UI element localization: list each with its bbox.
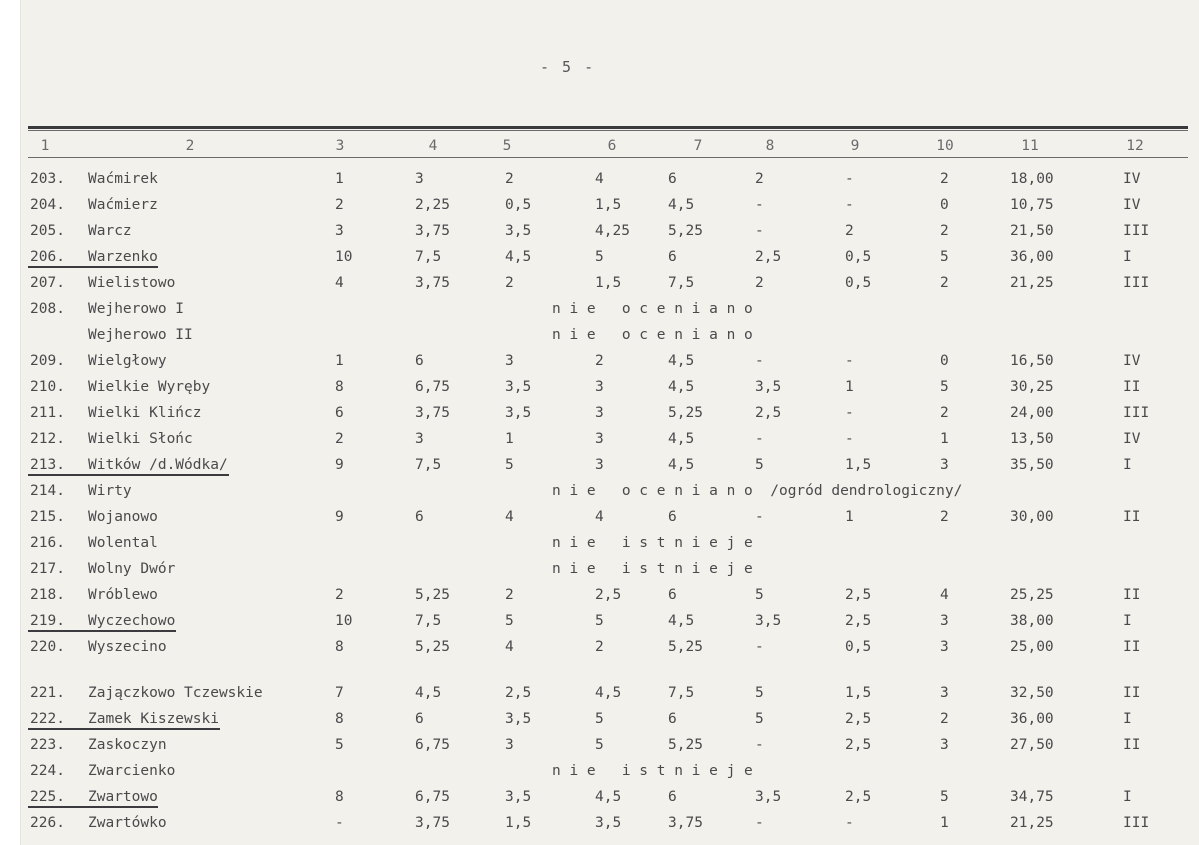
cell-col-4: 5,25: [415, 639, 450, 655]
estate-name: Waćmierz: [88, 197, 158, 213]
cell-col-6: 3,5: [595, 815, 622, 831]
cell-col-10: 1: [940, 815, 949, 831]
estate-name: Wejherowo I: [88, 301, 185, 317]
cell-col-11: 18,00: [1010, 171, 1054, 187]
cell-col-5: 2: [505, 587, 514, 603]
cell-col-4: 3: [415, 171, 424, 187]
row-number: 226.: [30, 815, 65, 831]
estate-name: Wielkie Wyręby: [88, 379, 211, 395]
header-rule-bottom: [28, 157, 1188, 158]
cell-col-12: IV: [1123, 431, 1141, 447]
cell-col-3: 10: [335, 613, 353, 629]
cell-col-7: 4,5: [668, 613, 695, 629]
cell-col-10: 0: [940, 353, 949, 369]
cell-col-6: 5: [595, 737, 604, 753]
cell-col-3: 1: [335, 353, 344, 369]
cell-col-11: 21,50: [1010, 223, 1054, 239]
cell-col-8: 2: [755, 275, 764, 291]
cell-col-8: 2,5: [755, 249, 782, 265]
cell-col-7: 7,5: [668, 685, 695, 701]
cell-col-7: 6: [668, 249, 677, 265]
row-number: 207.: [30, 275, 65, 291]
estate-name: Zamek Kiszewski: [88, 711, 219, 727]
cell-col-4: 6: [415, 353, 424, 369]
cell-col-7: 4,5: [668, 353, 695, 369]
cell-col-3: 9: [335, 457, 344, 473]
cell-col-4: 3: [415, 431, 424, 447]
cell-col-9: 0,5: [845, 249, 872, 265]
column-header-2: 2: [185, 138, 195, 154]
cell-col-12: II: [1123, 587, 1141, 603]
cell-col-6: 2,5: [595, 587, 622, 603]
cell-col-5: 4,5: [505, 249, 532, 265]
cell-col-3: 2: [335, 431, 344, 447]
estate-name: Zwartowo: [88, 789, 158, 805]
cell-col-10: 2: [940, 711, 949, 727]
cell-col-3: 10: [335, 249, 353, 265]
cell-col-3: 8: [335, 639, 344, 655]
highlight-underline: [28, 806, 158, 808]
cell-col-5: 4: [505, 509, 514, 525]
estate-name: Wojanowo: [88, 509, 158, 525]
cell-col-8: 5: [755, 587, 764, 603]
cell-col-12: II: [1123, 639, 1141, 655]
cell-col-8: 3,5: [755, 379, 782, 395]
cell-col-10: 5: [940, 789, 949, 805]
row-number: 216.: [30, 535, 65, 551]
cell-col-10: 3: [940, 737, 949, 753]
cell-col-6: 1,5: [595, 275, 622, 291]
cell-col-7: 6: [668, 711, 677, 727]
cell-col-5: 1: [505, 431, 514, 447]
cell-col-5: 5: [505, 613, 514, 629]
cell-col-11: 32,50: [1010, 685, 1054, 701]
cell-col-6: 3: [595, 379, 604, 395]
cell-col-12: III: [1123, 275, 1150, 291]
row-number: 224.: [30, 763, 65, 779]
cell-col-5: 0,5: [505, 197, 532, 213]
row-number: 218.: [30, 587, 65, 603]
row-number: 215.: [30, 509, 65, 525]
cell-col-11: 30,25: [1010, 379, 1054, 395]
estate-name: Wróblewo: [88, 587, 158, 603]
cell-col-11: 30,00: [1010, 509, 1054, 525]
column-header-7: 7: [693, 138, 703, 154]
cell-col-10: 5: [940, 249, 949, 265]
cell-col-8: -: [755, 815, 764, 831]
row-number: 204.: [30, 197, 65, 213]
row-number: 205.: [30, 223, 65, 239]
cell-col-9: 2: [845, 223, 854, 239]
cell-col-8: 2: [755, 171, 764, 187]
cell-col-7: 5,25: [668, 639, 703, 655]
cell-col-6: 2: [595, 639, 604, 655]
cell-col-5: 2: [505, 275, 514, 291]
cell-col-4: 3,75: [415, 275, 450, 291]
row-number: 209.: [30, 353, 65, 369]
cell-col-9: 2,5: [845, 613, 872, 629]
cell-col-3: 3: [335, 223, 344, 239]
cell-col-10: 3: [940, 613, 949, 629]
cell-col-10: 2: [940, 171, 949, 187]
highlight-underline: [28, 728, 220, 730]
merged-note: n i e o c e n i a n o: [552, 301, 753, 317]
page-edge: [0, 0, 21, 845]
cell-col-4: 3,75: [415, 815, 450, 831]
cell-col-8: 3,5: [755, 613, 782, 629]
cell-col-4: 4,5: [415, 685, 442, 701]
cell-col-12: III: [1123, 405, 1150, 421]
row-number: 219.: [30, 613, 65, 629]
cell-col-5: 4: [505, 639, 514, 655]
cell-col-3: 6: [335, 405, 344, 421]
cell-col-5: 3,5: [505, 405, 532, 421]
column-header-11: 11: [1021, 138, 1039, 154]
merged-note: n i e o c e n i a n o: [552, 327, 753, 343]
estate-name: Wirty: [88, 483, 132, 499]
cell-col-10: 2: [940, 223, 949, 239]
cell-col-7: 5,25: [668, 223, 703, 239]
cell-col-12: II: [1123, 509, 1141, 525]
cell-col-12: I: [1123, 711, 1132, 727]
cell-col-7: 4,5: [668, 457, 695, 473]
cell-col-7: 6: [668, 789, 677, 805]
merged-note: n i e i s t n i e j e: [552, 763, 753, 779]
cell-col-7: 6: [668, 171, 677, 187]
cell-col-6: 5: [595, 613, 604, 629]
cell-col-12: II: [1123, 685, 1141, 701]
column-header-9: 9: [850, 138, 860, 154]
cell-col-6: 4,25: [595, 223, 630, 239]
cell-col-7: 4,5: [668, 431, 695, 447]
row-number: 203.: [30, 171, 65, 187]
cell-col-11: 10,75: [1010, 197, 1054, 213]
cell-col-8: 5: [755, 457, 764, 473]
cell-col-3: 9: [335, 509, 344, 525]
cell-col-5: 3,5: [505, 789, 532, 805]
page-number: - 5 -: [540, 58, 596, 76]
cell-col-12: I: [1123, 457, 1132, 473]
cell-col-11: 38,00: [1010, 613, 1054, 629]
cell-col-9: -: [845, 197, 854, 213]
column-header-6: 6: [607, 138, 617, 154]
cell-col-12: III: [1123, 223, 1150, 239]
cell-col-11: 34,75: [1010, 789, 1054, 805]
cell-col-12: IV: [1123, 197, 1141, 213]
merged-note: n i e o c e n i a n o /ogród dendrologiczny/: [552, 483, 963, 499]
cell-col-9: 0,5: [845, 639, 872, 655]
cell-col-6: 3: [595, 405, 604, 421]
cell-col-6: 1,5: [595, 197, 622, 213]
cell-col-10: 4: [940, 587, 949, 603]
cell-col-8: 3,5: [755, 789, 782, 805]
cell-col-11: 25,25: [1010, 587, 1054, 603]
cell-col-9: 2,5: [845, 789, 872, 805]
cell-col-4: 2,25: [415, 197, 450, 213]
merged-note: n i e i s t n i e j e: [552, 535, 753, 551]
header-rule-top-thin: [28, 130, 1188, 131]
cell-col-12: I: [1123, 789, 1132, 805]
estate-name: Wejherowo II: [88, 327, 193, 343]
cell-col-3: 1: [335, 171, 344, 187]
cell-col-7: 4,5: [668, 197, 695, 213]
cell-col-10: 2: [940, 509, 949, 525]
cell-col-9: 1: [845, 379, 854, 395]
cell-col-5: 3: [505, 737, 514, 753]
row-number: 213.: [30, 457, 65, 473]
cell-col-4: 6,75: [415, 789, 450, 805]
column-header-8: 8: [765, 138, 775, 154]
cell-col-10: 0: [940, 197, 949, 213]
cell-col-6: 5: [595, 249, 604, 265]
cell-col-9: 2,5: [845, 587, 872, 603]
row-number: 223.: [30, 737, 65, 753]
cell-col-10: 2: [940, 275, 949, 291]
estate-name: Wyszecino: [88, 639, 167, 655]
cell-col-5: 1,5: [505, 815, 532, 831]
cell-col-10: 1: [940, 431, 949, 447]
cell-col-8: -: [755, 353, 764, 369]
cell-col-7: 5,25: [668, 737, 703, 753]
cell-col-4: 6,75: [415, 379, 450, 395]
estate-name: Zwartówko: [88, 815, 167, 831]
estate-name: Wielgłowy: [88, 353, 167, 369]
cell-col-5: 2: [505, 171, 514, 187]
row-number: 208.: [30, 301, 65, 317]
cell-col-4: 7,5: [415, 457, 442, 473]
estate-name: Wyczechowo: [88, 613, 176, 629]
cell-col-12: III: [1123, 815, 1150, 831]
estate-name: Waćmirek: [88, 171, 158, 187]
cell-col-3: 5: [335, 737, 344, 753]
cell-col-9: 1,5: [845, 457, 872, 473]
cell-col-7: 7,5: [668, 275, 695, 291]
column-header-3: 3: [335, 138, 345, 154]
cell-col-11: 24,00: [1010, 405, 1054, 421]
cell-col-5: 2,5: [505, 685, 532, 701]
estate-name: Zajączkowo Tczewskie: [88, 685, 263, 701]
cell-col-5: 3,5: [505, 711, 532, 727]
cell-col-11: 36,00: [1010, 249, 1054, 265]
cell-col-11: 27,50: [1010, 737, 1054, 753]
cell-col-9: -: [845, 815, 854, 831]
column-header-12: 12: [1126, 138, 1144, 154]
row-number: 211.: [30, 405, 65, 421]
cell-col-3: 8: [335, 711, 344, 727]
cell-col-3: 2: [335, 197, 344, 213]
estate-name: Witków /d.Wódka/: [88, 457, 228, 473]
cell-col-6: 4: [595, 509, 604, 525]
cell-col-4: 3,75: [415, 223, 450, 239]
cell-col-4: 6: [415, 711, 424, 727]
cell-col-12: IV: [1123, 353, 1141, 369]
cell-col-10: 3: [940, 639, 949, 655]
cell-col-6: 3: [595, 457, 604, 473]
cell-col-4: 6,75: [415, 737, 450, 753]
estate-name: Warzenko: [88, 249, 158, 265]
cell-col-12: II: [1123, 379, 1141, 395]
cell-col-7: 3,75: [668, 815, 703, 831]
cell-col-11: 36,00: [1010, 711, 1054, 727]
cell-col-8: 2,5: [755, 405, 782, 421]
cell-col-8: -: [755, 197, 764, 213]
highlight-underline: [28, 630, 176, 632]
cell-col-11: 35,50: [1010, 457, 1054, 473]
cell-col-3: 8: [335, 789, 344, 805]
estate-name: Wielistowo: [88, 275, 176, 291]
row-number: 221.: [30, 685, 65, 701]
row-number: 225.: [30, 789, 65, 805]
cell-col-8: -: [755, 509, 764, 525]
column-header-1: 1: [40, 138, 50, 154]
cell-col-8: -: [755, 737, 764, 753]
cell-col-4: 6: [415, 509, 424, 525]
cell-col-11: 16,50: [1010, 353, 1054, 369]
estate-name: Wolny Dwór: [88, 561, 176, 577]
row-number: 210.: [30, 379, 65, 395]
cell-col-3: 8: [335, 379, 344, 395]
cell-col-5: 3: [505, 353, 514, 369]
cell-col-7: 6: [668, 509, 677, 525]
cell-col-3: 2: [335, 587, 344, 603]
column-header-10: 10: [936, 138, 954, 154]
cell-col-8: -: [755, 223, 764, 239]
cell-col-9: -: [845, 353, 854, 369]
cell-col-7: 5,25: [668, 405, 703, 421]
cell-col-9: 0,5: [845, 275, 872, 291]
row-number: 217.: [30, 561, 65, 577]
cell-col-6: 3: [595, 431, 604, 447]
cell-col-3: 7: [335, 685, 344, 701]
cell-col-6: 4,5: [595, 685, 622, 701]
row-number: 220.: [30, 639, 65, 655]
cell-col-5: 5: [505, 457, 514, 473]
cell-col-12: I: [1123, 613, 1132, 629]
cell-col-11: 21,25: [1010, 275, 1054, 291]
cell-col-6: 5: [595, 711, 604, 727]
cell-col-12: I: [1123, 249, 1132, 265]
cell-col-4: 7,5: [415, 249, 442, 265]
cell-col-9: -: [845, 171, 854, 187]
cell-col-10: 3: [940, 685, 949, 701]
row-number: 206.: [30, 249, 65, 265]
estate-name: Wielki Słońc: [88, 431, 193, 447]
column-header-4: 4: [428, 138, 438, 154]
cell-col-12: II: [1123, 737, 1141, 753]
estate-name: Wielki Klińcz: [88, 405, 202, 421]
row-number: 212.: [30, 431, 65, 447]
column-header-5: 5: [502, 138, 512, 154]
estate-name: Warcz: [88, 223, 132, 239]
cell-col-8: 5: [755, 711, 764, 727]
cell-col-9: 1,5: [845, 685, 872, 701]
cell-col-6: 4: [595, 171, 604, 187]
cell-col-11: 13,50: [1010, 431, 1054, 447]
highlight-underline: [28, 266, 158, 268]
cell-col-11: 21,25: [1010, 815, 1054, 831]
cell-col-4: 7,5: [415, 613, 442, 629]
cell-col-6: 4,5: [595, 789, 622, 805]
cell-col-10: 3: [940, 457, 949, 473]
cell-col-4: 3,75: [415, 405, 450, 421]
merged-note: n i e i s t n i e j e: [552, 561, 753, 577]
cell-col-3: -: [335, 815, 344, 831]
cell-col-8: -: [755, 431, 764, 447]
estate-name: Zaskoczyn: [88, 737, 167, 753]
cell-col-10: 5: [940, 379, 949, 395]
highlight-underline: [28, 474, 229, 476]
cell-col-11: 25,00: [1010, 639, 1054, 655]
estate-name: Zwarcienko: [88, 763, 176, 779]
cell-col-7: 6: [668, 587, 677, 603]
cell-col-9: -: [845, 431, 854, 447]
cell-col-10: 2: [940, 405, 949, 421]
cell-col-12: IV: [1123, 171, 1141, 187]
cell-col-5: 3,5: [505, 379, 532, 395]
cell-col-7: 4,5: [668, 379, 695, 395]
cell-col-6: 2: [595, 353, 604, 369]
row-number: 214.: [30, 483, 65, 499]
cell-col-8: -: [755, 639, 764, 655]
row-number: 222.: [30, 711, 65, 727]
header-rule-top: [28, 126, 1188, 129]
cell-col-3: 4: [335, 275, 344, 291]
cell-col-5: 3,5: [505, 223, 532, 239]
cell-col-9: 1: [845, 509, 854, 525]
cell-col-9: 2,5: [845, 737, 872, 753]
cell-col-8: 5: [755, 685, 764, 701]
cell-col-9: -: [845, 405, 854, 421]
cell-col-9: 2,5: [845, 711, 872, 727]
estate-name: Wolental: [88, 535, 158, 551]
cell-col-4: 5,25: [415, 587, 450, 603]
